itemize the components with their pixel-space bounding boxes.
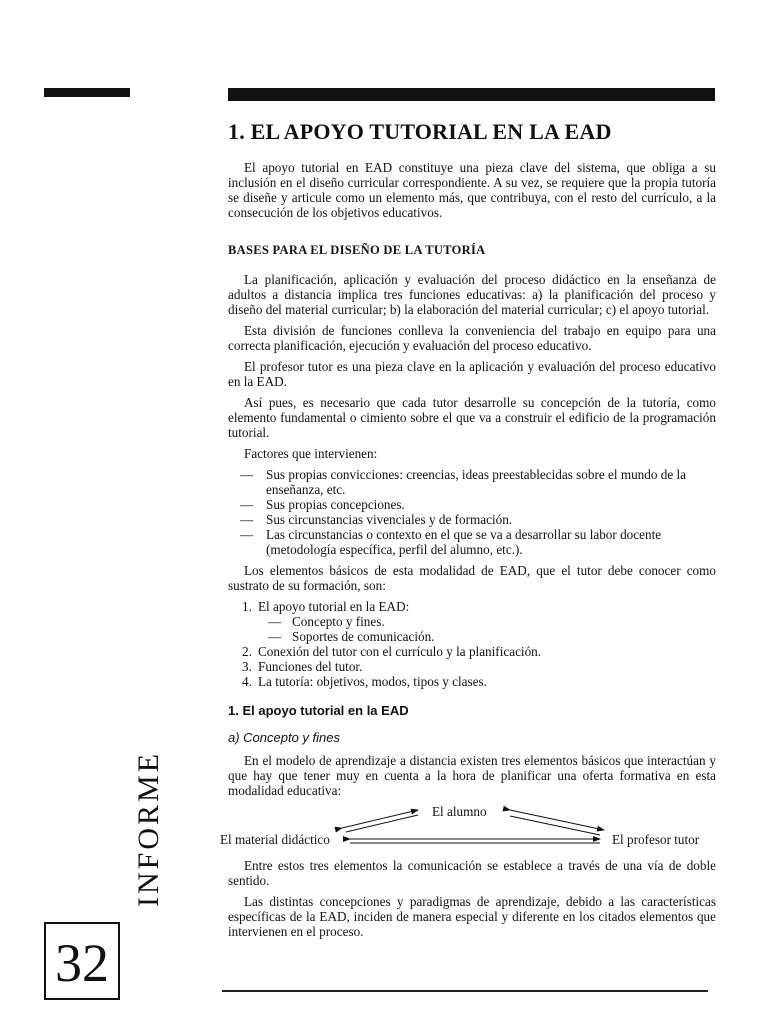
paragraph: Esta división de funciones conlleva la conveniencia del trabajo en equipo para una correcta planificación, ejecución y evaluación del proceso educativo.	[228, 323, 716, 353]
list-item-text: Sus propias concepciones.	[266, 497, 405, 512]
sub-list-item	[268, 614, 716, 629]
closing-paragraph: Las distintas concepciones y paradigmas de aprendizaje, debido a las características específicas de la EAD, inciden de manera especial y diferente en los citados elementos que intervienen en el proceso.	[228, 894, 716, 939]
diagram-node-tutor: El profesor tutor	[612, 832, 700, 847]
model-paragraph: En el modelo de aprendizaje a distancia existen tres elementos básicos que interactúan y que hay que tener muy en cuenta a la hora de planificar una oferta formativa en esta modalidad educativa:	[228, 753, 716, 798]
list-item-text: Las circunstancias o contexto en el que se va a desarrollar su labor docente (metodología específica, perfil del alumno, etc.).	[266, 527, 662, 557]
header-bar-left	[44, 88, 130, 97]
factors-label: Factores que intervienen:	[244, 446, 378, 461]
list-item	[240, 467, 716, 497]
dash-marker: —	[240, 497, 254, 512]
elements-intro: Los elementos básicos de esta modalidad de EAD, que el tutor debe conocer como sustrato de su formación, son:	[228, 563, 716, 593]
communication-diagram	[220, 804, 720, 856]
list-item-text: Conexión del tutor con el currículo y la planificación.	[258, 644, 542, 659]
page-number: 32	[55, 933, 109, 993]
list-number: 4.	[242, 674, 252, 689]
sub-list	[258, 614, 716, 644]
dash-marker: —	[240, 467, 254, 482]
closing-paragraph: Entre estos tres elementos la comunicación se establece a través de una vía de doble sentido.	[228, 858, 716, 888]
article-body	[220, 118, 716, 945]
header-bar-right	[228, 88, 715, 101]
list-item	[242, 659, 716, 674]
list-item-text: Sus propias convicciones: creencias, ideas preestablecidas sobre el mundo de la enseñanza, etc.	[266, 467, 687, 497]
arrow-left-right	[350, 839, 600, 843]
diagram-node-student: El alumno	[432, 804, 487, 819]
subsubsection-heading: a) Concepto y fines	[228, 730, 341, 745]
list-item-text: Funciones del tutor.	[258, 659, 363, 674]
page-number-box	[44, 922, 120, 1000]
list-item	[242, 644, 716, 659]
sub-list-item	[268, 629, 716, 644]
arrow-top-right	[510, 810, 604, 835]
sub-list-item-text: Soportes de comunicación.	[292, 629, 435, 644]
list-number: 3.	[242, 659, 252, 674]
arrow-left-top	[342, 810, 418, 832]
list-item-text: La tutoría: objetivos, modos, tipos y clases.	[258, 674, 487, 689]
sub-list-item-text: Concepto y fines.	[292, 614, 385, 629]
subsection-heading: 1. El apoyo tutorial en la EAD	[228, 703, 409, 718]
list-number: 1.	[242, 599, 252, 614]
dash-marker: —	[240, 512, 254, 527]
paragraph: Así pues, es necesario que cada tutor desarrolle su concepción de la tutoría, como elemento fundamental o cimiento sobre el que va a construir el edificio de la programación tutorial.	[228, 395, 716, 440]
list-item-text: Sus circunstancias vivenciales y de formación.	[266, 512, 513, 527]
list-item	[240, 497, 716, 512]
list-item	[242, 674, 716, 689]
intro-paragraph: El apoyo tutorial en EAD constituye una pieza clave del sistema, que obliga a su inclusión en el diseño curricular correspondiente. A su vez, se requiere que la propia tutoría se diseñe y articule como un elemento más, que contribuya, con el resto del currículo, a la consecución de los objetivos educativos.	[228, 160, 716, 220]
factors-list	[228, 467, 716, 557]
list-item-text: El apoyo tutorial en la EAD:	[258, 599, 410, 614]
dash-marker: —	[240, 527, 254, 542]
list-item	[240, 512, 716, 527]
section-heading: BASES PARA EL DISEÑO DE LA TUTORÍA	[228, 243, 486, 257]
dash-marker: —	[268, 614, 282, 629]
list-item	[240, 527, 716, 557]
list-item	[242, 599, 716, 644]
diagram-node-material: El material didáctico	[220, 832, 330, 847]
paragraph: El profesor tutor es una pieza clave en la aplicación y evaluación del proceso educativo en la EAD.	[228, 359, 716, 389]
chapter-title: 1. EL APOYO TUTORIAL EN LA EAD	[228, 119, 612, 144]
vertical-section-label: INFORME	[132, 750, 165, 907]
list-number: 2.	[242, 644, 252, 659]
dash-marker: —	[268, 629, 282, 644]
paragraph: La planificación, aplicación y evaluación del proceso didáctico en la enseñanza de adultos a distancia implica tres funciones educativas: a) la planificación del proceso y diseño del material curricular; b) la elaboración del material curricular; c) el apoyo tutorial.	[228, 272, 716, 317]
elements-list	[228, 599, 716, 689]
footer-rule	[222, 990, 708, 992]
